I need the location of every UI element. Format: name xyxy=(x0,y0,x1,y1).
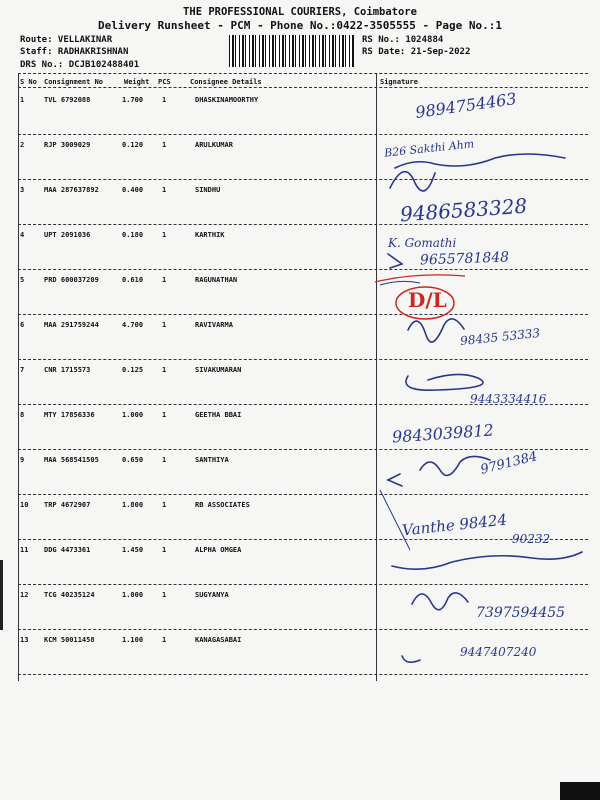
row-pcs: 1 xyxy=(162,321,167,329)
row-consignee: SANTHIYA xyxy=(195,456,229,464)
signature-row-7: 9443334416 xyxy=(470,392,547,406)
row-consignee: SUGYANYA xyxy=(195,591,229,599)
row-consignee: ALPHA OMGEA xyxy=(195,546,242,554)
row-weight: 0.120 xyxy=(122,141,144,149)
row-weight: 0.400 xyxy=(122,186,144,194)
signature-row-12: 7397594455 xyxy=(476,605,566,621)
col-header-signature: Signature xyxy=(380,78,418,86)
row-pcs: 1 xyxy=(162,636,167,644)
row-sno: 2 xyxy=(20,141,25,149)
row-pcs: 1 xyxy=(162,546,167,554)
row-consignee: RB ASSOCIATES xyxy=(195,501,250,509)
row-consignee: KANAGASABAI xyxy=(195,636,242,644)
row-consignment-no: DDG 4473361 xyxy=(44,546,91,554)
row-weight: 1.000 xyxy=(122,591,144,599)
row-sno: 5 xyxy=(20,276,25,284)
row-consignee: KARTHIK xyxy=(195,231,225,239)
row-pcs: 1 xyxy=(162,96,167,104)
row-weight: 0.125 xyxy=(122,366,144,374)
row-consignee: RAGUNATHAN xyxy=(195,276,238,284)
row-pcs: 1 xyxy=(162,501,167,509)
scan-edge xyxy=(0,560,3,630)
row-sno: 6 xyxy=(20,321,25,329)
row-consignee: DHASKINAMOORTHY xyxy=(195,96,259,104)
row-weight: 0.650 xyxy=(122,456,144,464)
col-header-consignment: Consignment No xyxy=(44,78,104,86)
stamp-stroke xyxy=(375,275,465,282)
col-header-weight: Weight xyxy=(124,78,150,86)
scribble-row-9 xyxy=(388,456,490,486)
row-consignment-no: MAA 568541505 xyxy=(44,456,99,464)
signature-row-1: 9894754463 xyxy=(414,89,518,122)
scribble-row-4 xyxy=(388,254,402,268)
signature-row-10: Vanthe 98424 xyxy=(401,510,508,540)
row-consignee: SINDHU xyxy=(195,186,221,194)
row-sno: 7 xyxy=(20,366,25,374)
row-pcs: 1 xyxy=(162,276,167,284)
handwritten-note-row-2: B26 Sakthi Ahm xyxy=(383,137,475,160)
scribble-row-12 xyxy=(412,593,468,610)
row-sno: 8 xyxy=(20,411,25,419)
scribble-row-7 xyxy=(406,374,483,390)
row-consignment-no: TVL 6792088 xyxy=(44,96,91,104)
row-consignment-no: KCM 50011458 xyxy=(44,636,95,644)
scribble-row-3 xyxy=(390,172,435,191)
route: Route: VELLAKINAR xyxy=(20,35,113,45)
scan-corner xyxy=(560,782,600,800)
col-header-pcs: PCS xyxy=(158,78,171,86)
handwritten-name-row-4: K. Gomathi xyxy=(388,236,457,250)
col-header-consignee: Consignee Details xyxy=(190,78,262,86)
row-sno: 1 xyxy=(20,96,25,104)
staff: Staff: RADHAKRISHNAN xyxy=(20,47,129,57)
row-sno: 11 xyxy=(20,546,29,554)
row-consignment-no: TCG 40235124 xyxy=(44,591,95,599)
scribble-row-11 xyxy=(392,552,582,569)
row-sno: 12 xyxy=(20,591,29,599)
row-consignment-no: TRP 4672907 xyxy=(44,501,91,509)
signature-row-9: 9791384 xyxy=(479,449,539,478)
row-sno: 13 xyxy=(20,636,29,644)
row-consignment-no: CNR 1715573 xyxy=(44,366,91,374)
row-consignee: ARULKUMAR xyxy=(195,141,233,149)
row-sno: 9 xyxy=(20,456,25,464)
row-weight: 4.700 xyxy=(122,321,144,329)
drs-number: DRS No.: DCJB102488401 xyxy=(20,60,140,70)
row-consignee: SIVAKUMARAN xyxy=(195,366,242,374)
scribble-row-2 xyxy=(395,154,565,168)
row-consignment-no: UPT 2091036 xyxy=(44,231,91,239)
row-pcs: 1 xyxy=(162,456,167,464)
page-title: THE PROFESSIONAL COURIERS, Coimbatore xyxy=(183,6,417,18)
signature-row-6: 98435 53333 xyxy=(459,325,541,349)
row-pcs: 1 xyxy=(162,591,167,599)
row-pcs: 1 xyxy=(162,141,167,149)
col-header-sno: S No xyxy=(20,78,37,86)
signature-row-8: 9843039812 xyxy=(391,420,495,447)
row-consignment-no: MTY 17856336 xyxy=(44,411,95,419)
scribble-row-6 xyxy=(408,319,464,342)
stamp-text: D/L xyxy=(408,288,447,312)
row-consignee: GEETHA BBAI xyxy=(195,411,242,419)
rs-number: RS No.: 1024884 xyxy=(362,35,444,45)
signature-row-3: 9486583328 xyxy=(399,193,528,227)
row-weight: 1.000 xyxy=(122,411,144,419)
row-pcs: 1 xyxy=(162,186,167,194)
row-weight: 1.700 xyxy=(122,96,144,104)
signature-row-10-b: 90232 xyxy=(512,532,551,546)
row-weight: 0.610 xyxy=(122,276,144,284)
page-subtitle: Delivery Runsheet - PCM - Phone No.:0422-3505555 - Page No.:1 xyxy=(98,19,502,32)
row-sno: 10 xyxy=(20,501,29,509)
row-weight: 1.450 xyxy=(122,546,144,554)
row-weight: 0.180 xyxy=(122,231,144,239)
row-sno: 3 xyxy=(20,186,25,194)
row-pcs: 1 xyxy=(162,366,167,374)
handwritten-phone-row-4: 9655781848 xyxy=(419,249,510,269)
scribble-row-13 xyxy=(402,656,420,662)
row-consignment-no: RJP 3009029 xyxy=(44,141,91,149)
rs-date: RS Date: 21-Sep-2022 xyxy=(362,47,471,57)
signature-row-13: 9447407240 xyxy=(460,645,537,659)
row-consignment-no: MAA 291759244 xyxy=(44,321,99,329)
row-sno: 4 xyxy=(20,231,25,239)
row-pcs: 1 xyxy=(162,411,167,419)
row-consignment-no: PRD 600037209 xyxy=(44,276,99,284)
row-pcs: 1 xyxy=(162,231,167,239)
row-weight: 1.100 xyxy=(122,636,144,644)
row-consignee: RAVIVARMA xyxy=(195,321,233,329)
row-weight: 1.800 xyxy=(122,501,144,509)
row-consignment-no: MAA 287637892 xyxy=(44,186,99,194)
